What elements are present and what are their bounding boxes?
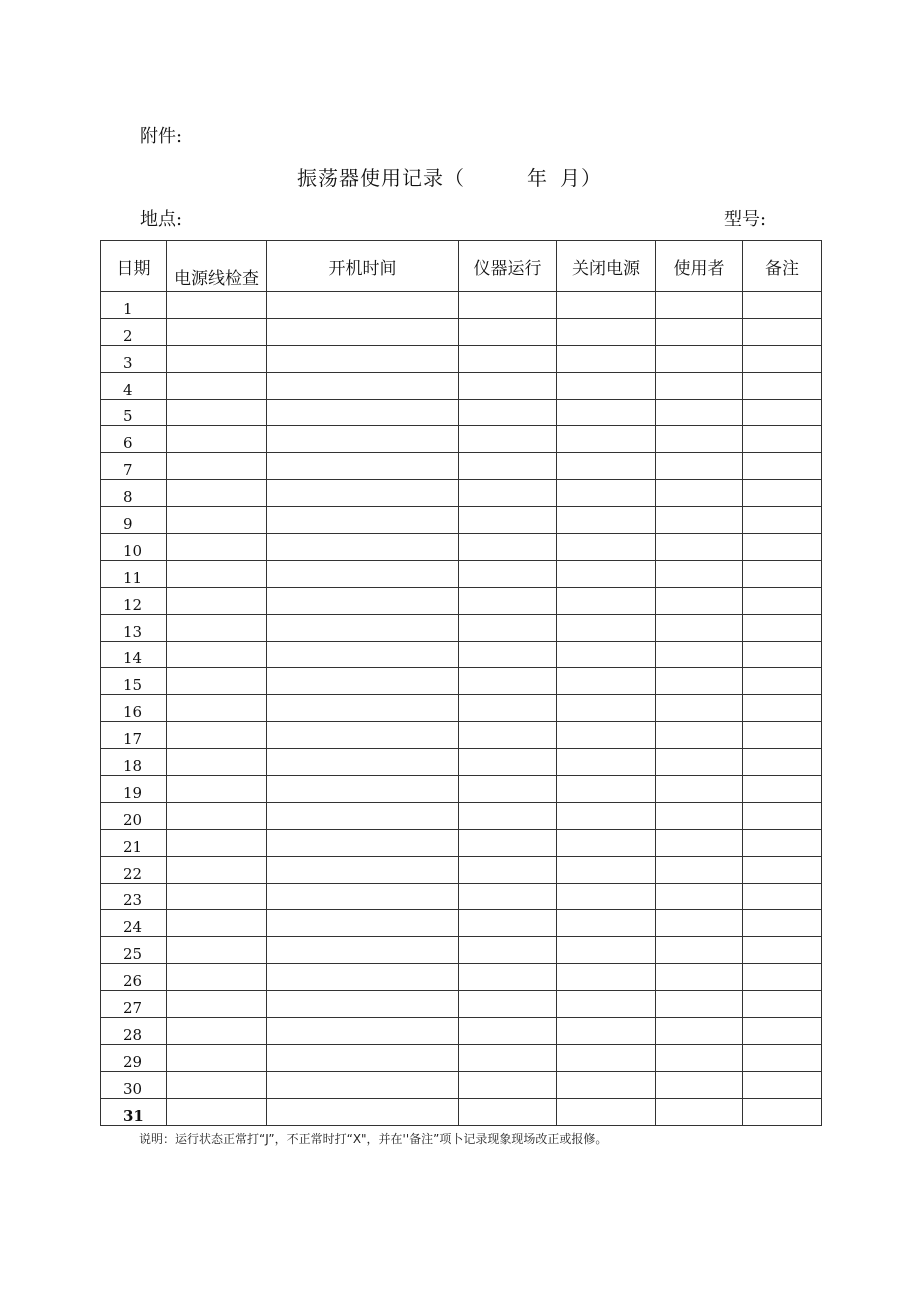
day-number-cell: 6 xyxy=(101,426,167,453)
table-row xyxy=(101,292,822,319)
instrument-running-cell[interactable] xyxy=(459,964,557,991)
instrument-running-cell[interactable] xyxy=(459,883,557,910)
user-cell[interactable] xyxy=(656,292,743,319)
day-number-cell: 19 xyxy=(101,776,167,803)
instrument-running-cell[interactable] xyxy=(459,453,557,480)
column-header-instrument-running: 仪器运行 xyxy=(459,241,557,292)
user-cell[interactable] xyxy=(656,1018,743,1045)
power-on-time-cell[interactable] xyxy=(267,426,459,453)
table-row xyxy=(101,802,822,829)
remarks-cell[interactable] xyxy=(743,722,822,749)
table-row xyxy=(101,1018,822,1045)
day-number-cell: 7 xyxy=(101,453,167,480)
day-number-cell: 14 xyxy=(101,641,167,668)
remarks-cell[interactable] xyxy=(743,318,822,345)
attachment-label: 附件: xyxy=(140,126,183,147)
remarks-cell[interactable] xyxy=(743,453,822,480)
instrument-running-cell[interactable] xyxy=(459,426,557,453)
power-on-time-cell[interactable] xyxy=(267,453,459,480)
power-off-cell[interactable] xyxy=(557,453,656,480)
remarks-cell[interactable] xyxy=(743,937,822,964)
day-number-cell: 16 xyxy=(101,695,167,722)
user-cell[interactable] xyxy=(656,695,743,722)
power-cord-check-cell[interactable] xyxy=(167,668,267,695)
power-off-cell[interactable] xyxy=(557,399,656,426)
power-cord-check-cell[interactable] xyxy=(167,695,267,722)
instrument-running-cell[interactable] xyxy=(459,937,557,964)
power-on-time-cell[interactable] xyxy=(267,292,459,319)
power-cord-check-cell[interactable] xyxy=(167,1044,267,1071)
instrument-running-cell[interactable] xyxy=(459,560,557,587)
power-on-time-cell[interactable] xyxy=(267,318,459,345)
power-cord-check-cell[interactable] xyxy=(167,856,267,883)
remarks-cell[interactable] xyxy=(743,1044,822,1071)
column-header-power-cord-check: 电源线检查 xyxy=(167,241,267,292)
user-cell[interactable] xyxy=(656,802,743,829)
table-row xyxy=(101,749,822,776)
day-number-cell: 21 xyxy=(101,829,167,856)
day-number-cell: 28 xyxy=(101,1018,167,1045)
user-cell[interactable] xyxy=(656,318,743,345)
power-on-time-cell[interactable] xyxy=(267,829,459,856)
user-cell[interactable] xyxy=(656,749,743,776)
table-row xyxy=(101,883,822,910)
instrument-running-cell[interactable] xyxy=(459,614,557,641)
table-row xyxy=(101,937,822,964)
power-off-cell[interactable] xyxy=(557,1044,656,1071)
remarks-cell[interactable] xyxy=(743,399,822,426)
footnote: 说明：运行状态正常打“J”，不正常时打“X"，并在''备注”项卜记录现象现场改正或报修。 xyxy=(139,1132,608,1146)
table-row xyxy=(101,695,822,722)
day-number-cell: 26 xyxy=(101,964,167,991)
model-label: 型号: xyxy=(724,209,767,230)
instrument-running-cell[interactable] xyxy=(459,668,557,695)
user-cell[interactable] xyxy=(656,614,743,641)
power-cord-check-cell[interactable] xyxy=(167,776,267,803)
user-cell[interactable] xyxy=(656,1044,743,1071)
power-on-time-cell[interactable] xyxy=(267,802,459,829)
user-cell[interactable] xyxy=(656,534,743,561)
power-on-time-cell[interactable] xyxy=(267,937,459,964)
power-on-time-cell[interactable] xyxy=(267,856,459,883)
remarks-cell[interactable] xyxy=(743,776,822,803)
remarks-cell[interactable] xyxy=(743,856,822,883)
power-cord-check-cell[interactable] xyxy=(167,802,267,829)
remarks-cell[interactable] xyxy=(743,292,822,319)
power-on-time-cell[interactable] xyxy=(267,534,459,561)
power-cord-check-cell[interactable] xyxy=(167,426,267,453)
power-off-cell[interactable] xyxy=(557,856,656,883)
power-cord-check-cell[interactable] xyxy=(167,964,267,991)
table-row xyxy=(101,399,822,426)
power-off-cell[interactable] xyxy=(557,910,656,937)
instrument-running-cell[interactable] xyxy=(459,587,557,614)
table-row xyxy=(101,1071,822,1098)
table-row xyxy=(101,1098,822,1125)
column-header-power-on-time: 开机时间 xyxy=(267,241,459,292)
power-cord-check-cell[interactable] xyxy=(167,507,267,534)
user-cell[interactable] xyxy=(656,426,743,453)
user-cell[interactable] xyxy=(656,722,743,749)
user-cell[interactable] xyxy=(656,668,743,695)
table-row xyxy=(101,345,822,372)
day-number-cell: 24 xyxy=(101,910,167,937)
user-cell[interactable] xyxy=(656,964,743,991)
instrument-running-cell[interactable] xyxy=(459,829,557,856)
instrument-running-cell[interactable] xyxy=(459,507,557,534)
power-cord-check-cell[interactable] xyxy=(167,372,267,399)
power-on-time-cell[interactable] xyxy=(267,560,459,587)
table-row xyxy=(101,910,822,937)
remarks-cell[interactable] xyxy=(743,587,822,614)
power-on-time-cell[interactable] xyxy=(267,1098,459,1125)
power-off-cell[interactable] xyxy=(557,614,656,641)
instrument-running-cell[interactable] xyxy=(459,318,557,345)
power-on-time-cell[interactable] xyxy=(267,695,459,722)
remarks-cell[interactable] xyxy=(743,668,822,695)
instrument-running-cell[interactable] xyxy=(459,991,557,1018)
table-row xyxy=(101,453,822,480)
power-cord-check-cell[interactable] xyxy=(167,910,267,937)
power-off-cell[interactable] xyxy=(557,1071,656,1098)
power-off-cell[interactable] xyxy=(557,587,656,614)
power-cord-check-cell[interactable] xyxy=(167,1071,267,1098)
day-number-cell: 8 xyxy=(101,480,167,507)
power-off-cell[interactable] xyxy=(557,560,656,587)
user-cell[interactable] xyxy=(656,910,743,937)
day-number-cell: 18 xyxy=(101,749,167,776)
power-off-cell[interactable] xyxy=(557,1018,656,1045)
power-on-time-cell[interactable] xyxy=(267,1071,459,1098)
day-number-cell: 10 xyxy=(101,534,167,561)
power-on-time-cell[interactable] xyxy=(267,345,459,372)
table-row xyxy=(101,534,822,561)
power-cord-check-cell[interactable] xyxy=(167,453,267,480)
remarks-cell[interactable] xyxy=(743,910,822,937)
power-off-cell[interactable] xyxy=(557,292,656,319)
instrument-running-cell[interactable] xyxy=(459,749,557,776)
power-off-cell[interactable] xyxy=(557,1098,656,1125)
power-cord-check-cell[interactable] xyxy=(167,937,267,964)
power-cord-check-cell[interactable] xyxy=(167,991,267,1018)
power-off-cell[interactable] xyxy=(557,318,656,345)
power-on-time-cell[interactable] xyxy=(267,480,459,507)
power-cord-check-cell[interactable] xyxy=(167,883,267,910)
day-number-cell: 5 xyxy=(101,399,167,426)
user-cell[interactable] xyxy=(656,937,743,964)
table-row xyxy=(101,991,822,1018)
instrument-running-cell[interactable] xyxy=(459,641,557,668)
table-row xyxy=(101,587,822,614)
instrument-running-cell[interactable] xyxy=(459,1071,557,1098)
power-on-time-cell[interactable] xyxy=(267,883,459,910)
remarks-cell[interactable] xyxy=(743,426,822,453)
day-number-cell: 23 xyxy=(101,883,167,910)
column-header-date: 日期 xyxy=(101,241,167,292)
table-row xyxy=(101,614,822,641)
remarks-cell[interactable] xyxy=(743,480,822,507)
instrument-running-cell[interactable] xyxy=(459,399,557,426)
remarks-cell[interactable] xyxy=(743,749,822,776)
day-number-cell: 4 xyxy=(101,372,167,399)
remarks-cell[interactable] xyxy=(743,614,822,641)
day-number-cell: 22 xyxy=(101,856,167,883)
power-cord-check-cell[interactable] xyxy=(167,829,267,856)
power-off-cell[interactable] xyxy=(557,776,656,803)
power-on-time-cell[interactable] xyxy=(267,776,459,803)
user-cell[interactable] xyxy=(656,1071,743,1098)
day-number-cell: 13 xyxy=(101,614,167,641)
table-row xyxy=(101,829,822,856)
usage-log-table xyxy=(100,240,822,1126)
table-row xyxy=(101,372,822,399)
day-number-cell: 15 xyxy=(101,668,167,695)
power-off-cell[interactable] xyxy=(557,695,656,722)
instrument-running-cell[interactable] xyxy=(459,372,557,399)
remarks-cell[interactable] xyxy=(743,883,822,910)
remarks-cell[interactable] xyxy=(743,372,822,399)
user-cell[interactable] xyxy=(656,453,743,480)
title-main: 振荡器使用记录（ xyxy=(297,166,465,190)
remarks-cell[interactable] xyxy=(743,802,822,829)
power-on-time-cell[interactable] xyxy=(267,587,459,614)
power-off-cell[interactable] xyxy=(557,426,656,453)
power-off-cell[interactable] xyxy=(557,507,656,534)
day-number-cell: 31 xyxy=(101,1098,167,1125)
table-row xyxy=(101,964,822,991)
power-off-cell[interactable] xyxy=(557,802,656,829)
table-row xyxy=(101,668,822,695)
day-number-cell: 2 xyxy=(101,318,167,345)
day-number-cell: 29 xyxy=(101,1044,167,1071)
instrument-running-cell[interactable] xyxy=(459,1098,557,1125)
power-on-time-cell[interactable] xyxy=(267,507,459,534)
location-label: 地点: xyxy=(140,209,183,230)
user-cell[interactable] xyxy=(656,856,743,883)
remarks-cell[interactable] xyxy=(743,1071,822,1098)
page-title xyxy=(297,162,602,191)
power-cord-check-cell[interactable] xyxy=(167,641,267,668)
column-header-power-off: 关闭电源 xyxy=(557,241,656,292)
user-cell[interactable] xyxy=(656,372,743,399)
user-cell[interactable] xyxy=(656,776,743,803)
day-number-cell: 17 xyxy=(101,722,167,749)
power-cord-check-cell[interactable] xyxy=(167,614,267,641)
table-row xyxy=(101,560,822,587)
power-off-cell[interactable] xyxy=(557,964,656,991)
power-off-cell[interactable] xyxy=(557,722,656,749)
power-off-cell[interactable] xyxy=(557,829,656,856)
table-row xyxy=(101,426,822,453)
instrument-running-cell[interactable] xyxy=(459,802,557,829)
instrument-running-cell[interactable] xyxy=(459,1044,557,1071)
day-number-cell: 12 xyxy=(101,587,167,614)
instrument-running-cell[interactable] xyxy=(459,345,557,372)
power-off-cell[interactable] xyxy=(557,534,656,561)
day-number-cell: 30 xyxy=(101,1071,167,1098)
power-off-cell[interactable] xyxy=(557,641,656,668)
user-cell[interactable] xyxy=(656,991,743,1018)
power-on-time-cell[interactable] xyxy=(267,641,459,668)
remarks-cell[interactable] xyxy=(743,560,822,587)
table-row xyxy=(101,507,822,534)
remarks-cell[interactable] xyxy=(743,641,822,668)
remarks-cell[interactable] xyxy=(743,534,822,561)
user-cell[interactable] xyxy=(656,560,743,587)
day-number-cell: 11 xyxy=(101,560,167,587)
power-on-time-cell[interactable] xyxy=(267,910,459,937)
table-row xyxy=(101,480,822,507)
remarks-cell[interactable] xyxy=(743,1098,822,1125)
user-cell[interactable] xyxy=(656,399,743,426)
remarks-cell[interactable] xyxy=(743,964,822,991)
power-on-time-cell[interactable] xyxy=(267,722,459,749)
table-header-row xyxy=(101,241,822,292)
title-month: 月） xyxy=(560,166,602,190)
power-on-time-cell[interactable] xyxy=(267,1018,459,1045)
table-row xyxy=(101,856,822,883)
power-off-cell[interactable] xyxy=(557,372,656,399)
power-cord-check-cell[interactable] xyxy=(167,480,267,507)
column-header-user: 使用者 xyxy=(656,241,743,292)
power-cord-check-cell[interactable] xyxy=(167,560,267,587)
power-on-time-cell[interactable] xyxy=(267,991,459,1018)
user-cell[interactable] xyxy=(656,480,743,507)
title-year: 年 xyxy=(527,166,548,190)
day-number-cell: 3 xyxy=(101,345,167,372)
power-cord-check-cell[interactable] xyxy=(167,292,267,319)
remarks-cell[interactable] xyxy=(743,991,822,1018)
user-cell[interactable] xyxy=(656,829,743,856)
power-cord-check-cell[interactable] xyxy=(167,345,267,372)
day-number-cell: 1 xyxy=(101,292,167,319)
table-row xyxy=(101,318,822,345)
power-cord-check-cell[interactable] xyxy=(167,1018,267,1045)
power-off-cell[interactable] xyxy=(557,883,656,910)
instrument-running-cell[interactable] xyxy=(459,534,557,561)
power-off-cell[interactable] xyxy=(557,749,656,776)
remarks-cell[interactable] xyxy=(743,345,822,372)
user-cell[interactable] xyxy=(656,1098,743,1125)
power-on-time-cell[interactable] xyxy=(267,1044,459,1071)
instrument-running-cell[interactable] xyxy=(459,910,557,937)
instrument-running-cell[interactable] xyxy=(459,856,557,883)
instrument-running-cell[interactable] xyxy=(459,292,557,319)
instrument-running-cell[interactable] xyxy=(459,1018,557,1045)
power-cord-check-cell[interactable] xyxy=(167,722,267,749)
instrument-running-cell[interactable] xyxy=(459,776,557,803)
instrument-running-cell[interactable] xyxy=(459,480,557,507)
remarks-cell[interactable] xyxy=(743,507,822,534)
power-on-time-cell[interactable] xyxy=(267,399,459,426)
power-cord-check-cell[interactable] xyxy=(167,318,267,345)
power-cord-check-cell[interactable] xyxy=(167,399,267,426)
day-number-cell: 20 xyxy=(101,802,167,829)
power-off-cell[interactable] xyxy=(557,937,656,964)
day-number-cell: 9 xyxy=(101,507,167,534)
power-on-time-cell[interactable] xyxy=(267,372,459,399)
table-row xyxy=(101,1044,822,1071)
power-off-cell[interactable] xyxy=(557,345,656,372)
table-row xyxy=(101,776,822,803)
power-cord-check-cell[interactable] xyxy=(167,534,267,561)
power-cord-check-cell[interactable] xyxy=(167,749,267,776)
user-cell[interactable] xyxy=(656,587,743,614)
power-off-cell[interactable] xyxy=(557,991,656,1018)
day-number-cell: 27 xyxy=(101,991,167,1018)
remarks-cell[interactable] xyxy=(743,695,822,722)
power-on-time-cell[interactable] xyxy=(267,668,459,695)
user-cell[interactable] xyxy=(656,345,743,372)
day-number-cell: 25 xyxy=(101,937,167,964)
power-on-time-cell[interactable] xyxy=(267,614,459,641)
instrument-running-cell[interactable] xyxy=(459,695,557,722)
power-on-time-cell[interactable] xyxy=(267,749,459,776)
remarks-cell[interactable] xyxy=(743,829,822,856)
power-off-cell[interactable] xyxy=(557,668,656,695)
user-cell[interactable] xyxy=(656,641,743,668)
power-cord-check-cell[interactable] xyxy=(167,587,267,614)
instrument-running-cell[interactable] xyxy=(459,722,557,749)
remarks-cell[interactable] xyxy=(743,1018,822,1045)
user-cell[interactable] xyxy=(656,507,743,534)
power-cord-check-cell[interactable] xyxy=(167,1098,267,1125)
table-row xyxy=(101,641,822,668)
table-row xyxy=(101,722,822,749)
power-off-cell[interactable] xyxy=(557,480,656,507)
column-header-remarks: 备注 xyxy=(743,241,822,292)
power-on-time-cell[interactable] xyxy=(267,964,459,991)
user-cell[interactable] xyxy=(656,883,743,910)
